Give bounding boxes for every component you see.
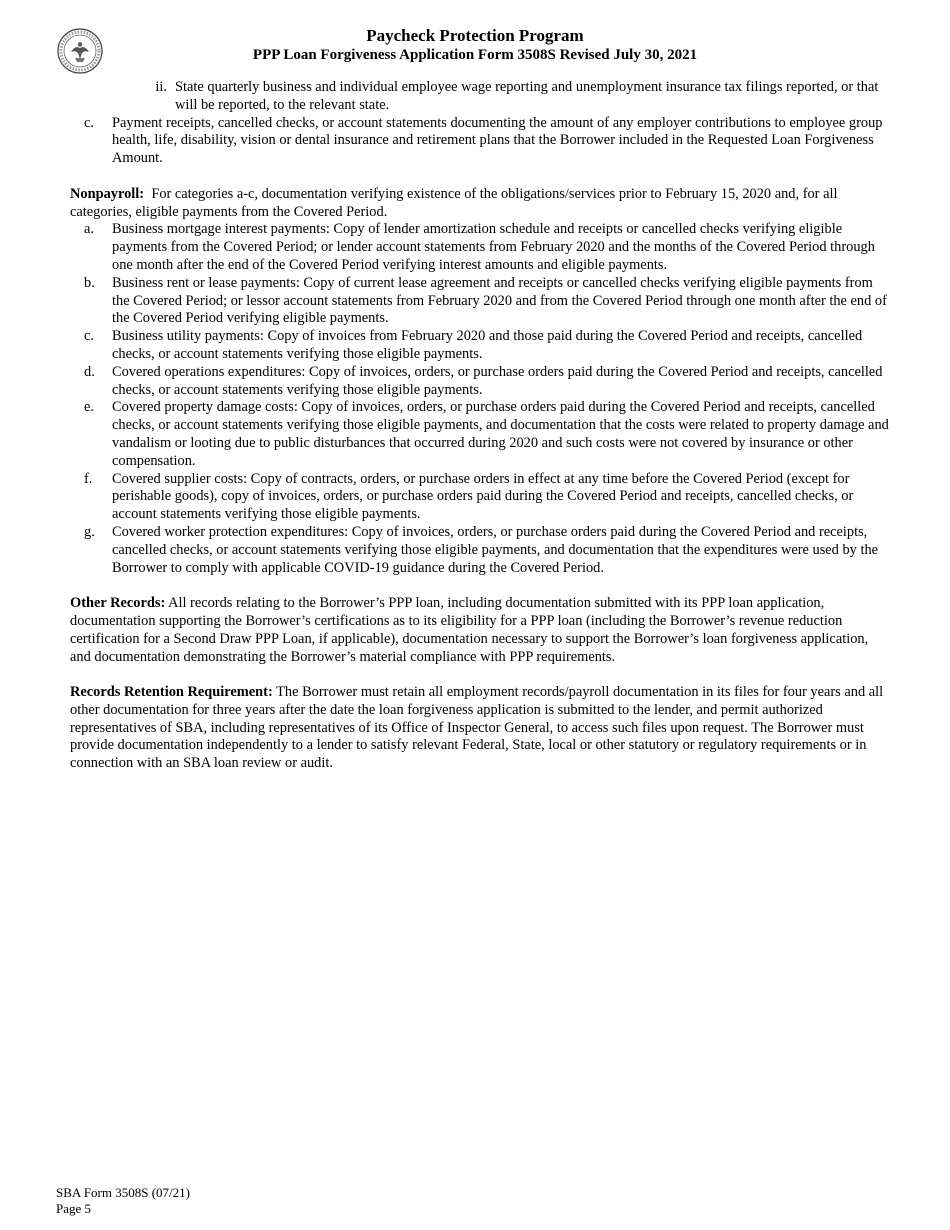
list-marker: ii. bbox=[155, 79, 167, 95]
list-item bbox=[84, 399, 890, 470]
page-number: Page 5 bbox=[56, 1201, 92, 1216]
list-item bbox=[84, 115, 890, 168]
list-text: Business mortgage interest payments: Copy of lender amortization schedule and receipts or cancelled checks verifying eligible payments from the Covered Period; or lender account statements from February 2020 and the months of the Covered Period through one month after the end of the Covered Period verifying interest amounts and eligible payments. bbox=[112, 221, 875, 273]
document-body bbox=[70, 79, 890, 773]
list-marker: f. bbox=[84, 470, 93, 487]
list-text: Covered worker protection expenditures: Copy of invoices, orders, or purchase orders paid during the Covered Period and receipts, cancelled checks, or account statements verifying those eligible payments, and documentation that the expenditures were used by the Borrower to comply with applicable COVID-19 guidance during the Covered Period. bbox=[112, 523, 879, 576]
page-header bbox=[0, 26, 950, 65]
list-text: Covered operations expenditures: Copy of invoices, orders, or purchase orders paid during the Covered Period and receipts, cancelled checks, or account statements verifying those eligible payments. bbox=[112, 363, 883, 398]
list-item bbox=[84, 471, 890, 524]
records-retention-paragraph bbox=[70, 684, 890, 773]
list-marker: c. bbox=[84, 114, 94, 131]
list-item bbox=[84, 221, 890, 274]
list-marker: g. bbox=[84, 523, 95, 540]
nonpayroll-heading: Nonpayroll: bbox=[70, 185, 145, 202]
list-marker: c. bbox=[84, 328, 94, 345]
other-records-heading: Other Records: bbox=[70, 595, 166, 612]
list-text: Covered property damage costs: Copy of invoices, orders, or purchase orders paid during the Covered Period and receipts, cancelled checks, or account statements verifying those eligible payments, and documentation that the costs were related to property damage and vandalism or looting due to public disturbances that occurred during 2020 and such costs were not covered by insurance or other compensation. bbox=[112, 399, 889, 469]
list-item bbox=[84, 328, 890, 364]
other-records-text: All records relating to the Borrower’s PPP loan, including documentation submitted with its PPP loan application, documentation supporting the Borrower’s certifications as to its eligibility for a PPP loan (including the Borrower’s revenue reduction certification for a Second Draw PPP Loan, if applicable), documentation necessary to support the Borrower’s loan forgiveness application, and documentation demonstrating the Borrower’s material compliance with PPP requirements. bbox=[70, 595, 869, 665]
list-marker: b. bbox=[84, 274, 95, 291]
list-item bbox=[84, 275, 890, 328]
nonpayroll-text: For categories a-c, documentation verifying existence of the obligations/services prior to February 15, 2020 and, for all categories, eligible payments from the Covered Period. bbox=[70, 185, 838, 220]
list-marker: d. bbox=[84, 363, 95, 380]
records-retention-heading: Records Retention Requirement: bbox=[70, 684, 273, 701]
list-item bbox=[84, 524, 890, 577]
list-marker: e. bbox=[84, 399, 94, 416]
page-footer bbox=[56, 1185, 190, 1217]
list-text: Payment receipts, cancelled checks, or account statements documenting the amount of any employer contributions to employee group health, life, disability, vision or dental insurance and retirement plans that the Borrower included in the Requested Loan Forgiveness Amount. bbox=[112, 114, 883, 167]
list-text: Covered supplier costs: Copy of contracts, orders, or purchase orders in effect at any time before the Covered Period (except for perishable goods), copy of invoices, orders, or purchase orders paid during the Covered Period and receipts, cancelled checks, or account statements verifying those eligible payments. bbox=[112, 470, 854, 523]
list-text: State quarterly business and individual employee wage reporting and unemployment insurance tax filings reported, or that will be reported, to the relevant state. bbox=[175, 79, 879, 113]
program-title: Paycheck Protection Program bbox=[366, 26, 584, 45]
list-item bbox=[84, 364, 890, 400]
list-text: Business utility payments: Copy of invoices from February 2020 and those paid during the Covered Period and receipts, cancelled checks, or account statements verifying those eligible payments. bbox=[112, 328, 863, 362]
form-title: PPP Loan Forgiveness Application Form 3508S Revised July 30, 2021 bbox=[252, 47, 698, 63]
list-item bbox=[141, 79, 890, 115]
other-records-paragraph bbox=[70, 595, 890, 666]
form-number: SBA Form 3508S (07/21) bbox=[56, 1185, 190, 1200]
list-text: Business rent or lease payments: Copy of current lease agreement and receipts or cancelled checks verifying eligible payments from the Covered Period; or lessor account statements from February 2020 and from the Covered Period through one month after the end of the Covered Period verifying eligible payments. bbox=[112, 274, 887, 327]
records-retention-text: The Borrower must retain all employment records/payroll documentation in its files for four years and all other documentation for three years after the date the loan forgiveness application is submitted to the lender, and permit authorized representatives of SBA, including representatives of its Office of Inspector General, to access such files upon request. The Borrower must provide documentation independently to a lender to satisfy relevant Federal, State, local or other statutory or regulatory requirements or in connection with an SBA loan review or audit. bbox=[70, 684, 884, 772]
nonpayroll-paragraph bbox=[70, 186, 890, 222]
list-marker: a. bbox=[84, 221, 94, 238]
